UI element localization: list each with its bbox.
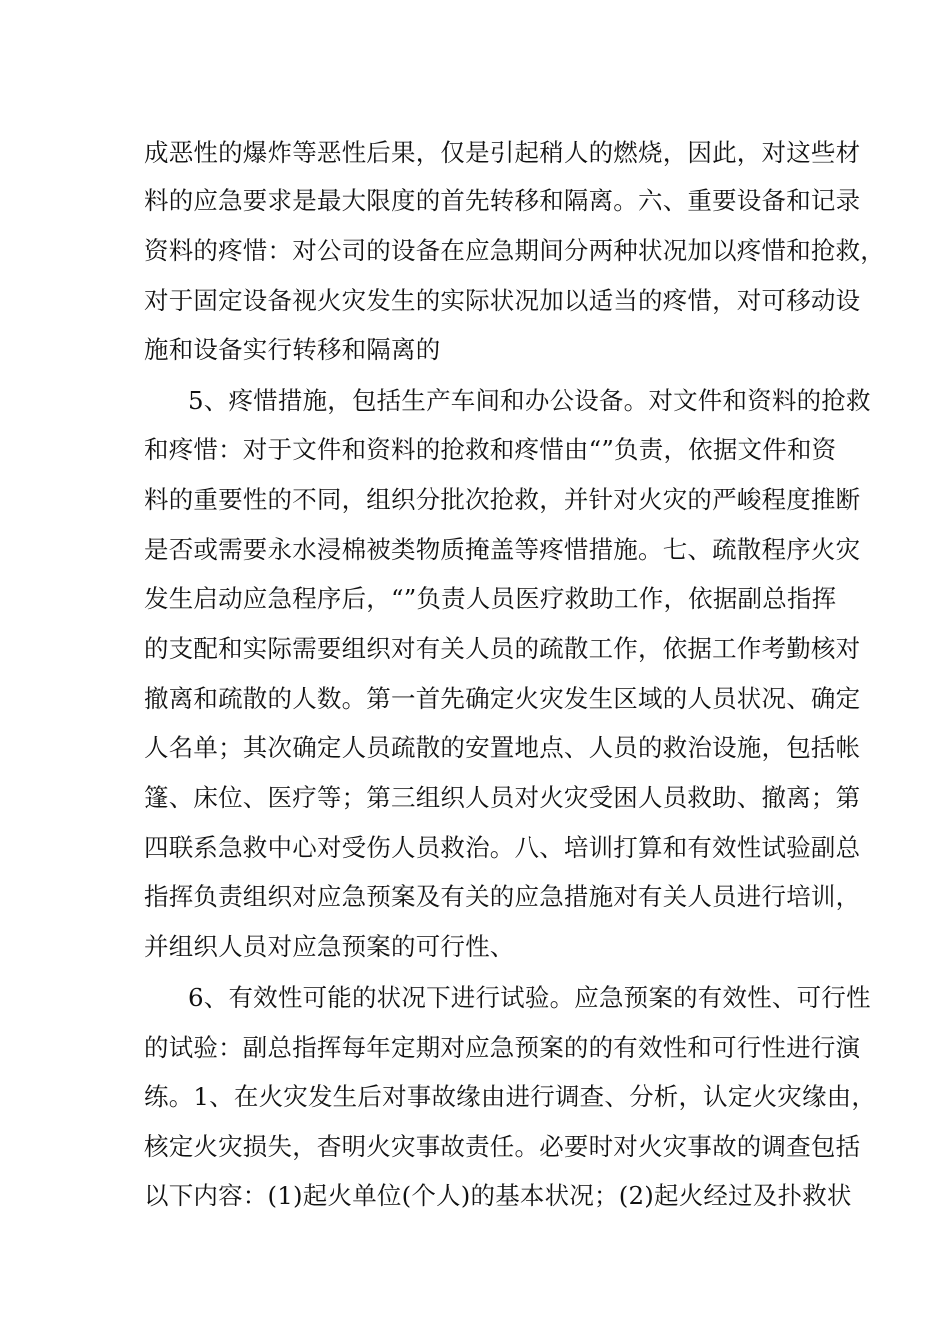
text-line: 并组织人员对应急预案的可行性、 (144, 932, 515, 961)
text-line: 和疼惜：对于文件和资料的抢救和疼惜由“”负责，依据文件和资 (144, 435, 837, 464)
text-line: 料的应急要求是最大限度的首先转移和隔离。六、重要设备和记录 (144, 186, 861, 215)
text-line: 以下内容：(1)起火单位(个人)的基本状况；(2)起火经过及扑救状 (144, 1181, 852, 1210)
text-line: 料的重要性的不同，组织分批次抢救，并针对火灾的严峻程度推断 (144, 485, 861, 514)
text-line: 成恶性的爆炸等恶性后果，仅是引起稍人的燃烧，因此，对这些材 (144, 138, 861, 167)
text-line: 施和设备实行转移和隔离的 (144, 335, 441, 364)
text-line: 撤离和疏散的人数。第一首先确定火灾发生区域的人员状况、确定 (144, 684, 861, 713)
text-line: 人名单；其次确定人员疏散的安置地点、人员的救治设施，包括帐 (144, 733, 861, 762)
text-line: 6、有效性可能的状况下进行试验。应急预案的有效性、可行性 (188, 983, 871, 1012)
text-line: 的支配和实际需要组织对有关人员的疏散工作，依据工作考勤核对 (144, 634, 861, 663)
text-line: 指挥负责组织对应急预案及有关的应急措施对有关人员进行培训， (144, 882, 861, 911)
text-line: 发生启动应急程序后，“”负责人员医疗救助工作，依据副总指挥 (144, 584, 837, 613)
text-line: 核定火灾损失，杳明火灾事故责任。必要时对火灾事故的调查包括 (144, 1132, 861, 1161)
text-line: 资料的疼惜：对公司的设备在应急期间分两种状况加以疼惜和抢救， (144, 236, 885, 265)
text-line: 是否或需要永水浸棉被类物质掩盖等疼惜措施。七、疏散程序火灾 (144, 535, 861, 564)
text-line: 篷、床位、医疗等；第三组织人员对火灾受困人员救助、撤离；第 (144, 783, 861, 812)
text-line: 四联系急救中心对受伤人员救治。八、培训打算和有效性试验副总 (144, 833, 861, 862)
text-line: 练。1、在火灾发生后对事故缘由进行调查、分析，认定火灾缘由， (144, 1082, 877, 1111)
text-line: 5、疼惜措施，包括生产车间和办公设备。对文件和资料的抢救 (188, 386, 871, 415)
text-line: 的试验：副总指挥每年定期对应急预案的的有效性和可行性进行演 (144, 1033, 861, 1062)
text-line: 对于固定设备视火灾发生的实际状况加以适当的疼惜，对可移动设 (144, 286, 861, 315)
